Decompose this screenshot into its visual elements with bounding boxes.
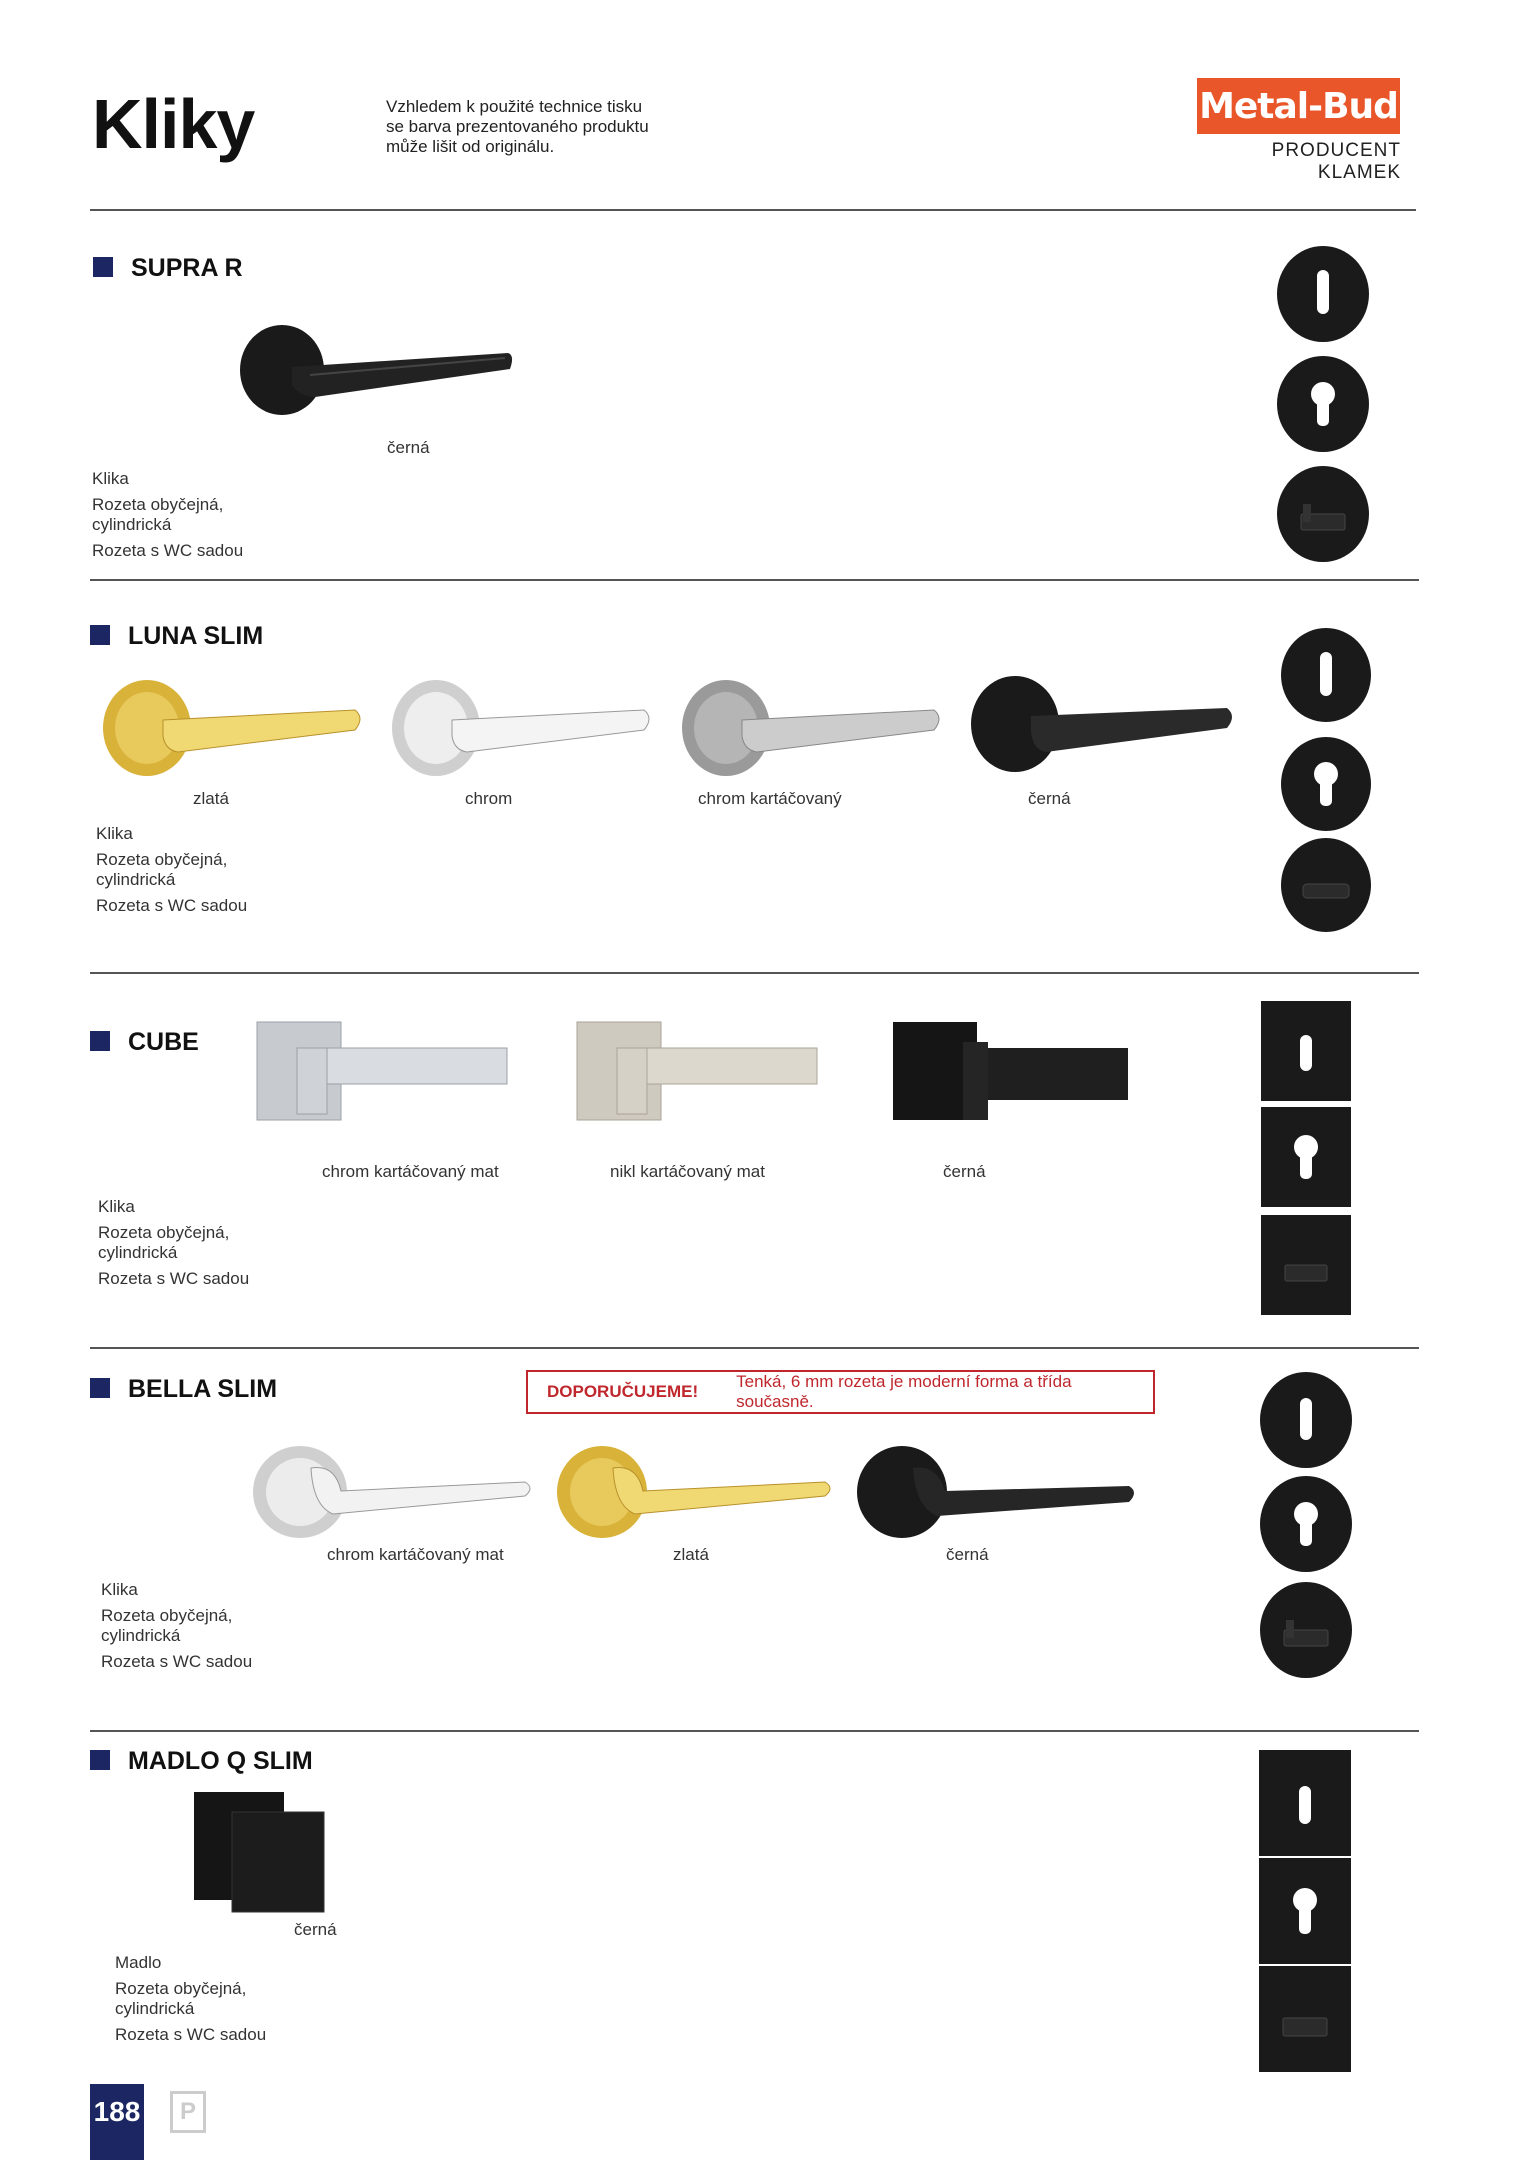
- handle-image-chrome: [253, 1446, 533, 1542]
- description-line: Klika: [101, 1580, 138, 1599]
- handle-image-black: [857, 1446, 1137, 1542]
- variant-label: chrom kartáčovaný: [698, 789, 842, 808]
- description-line: Rozeta obyčejná,: [115, 1979, 247, 1998]
- description-line: Madlo: [115, 1953, 162, 1972]
- description-line: Rozeta obyčejná,: [96, 850, 228, 869]
- section-title: CUBE: [128, 1028, 199, 1056]
- handle-image-black: [971, 676, 1236, 776]
- rosette-wc-icon: [1277, 466, 1369, 562]
- rosette-square-wc-icon: [1259, 1966, 1351, 2072]
- description-line: cylindrická: [98, 1243, 178, 1262]
- description-line: Rozeta obyčejná,: [92, 495, 224, 514]
- section-marker: [90, 1031, 110, 1051]
- section-title: BELLA SLIM: [128, 1375, 278, 1403]
- page-title: Kliky: [92, 85, 255, 163]
- description-line: Rozeta s WC sadou: [115, 2025, 267, 2044]
- variant-label: nikl kartáčovaný mat: [610, 1162, 765, 1181]
- description-line: Klika: [96, 824, 133, 843]
- variant-label: chrom kartáčovaný mat: [327, 1545, 504, 1564]
- variant-label: černá: [943, 1162, 986, 1181]
- product-description: [101, 1580, 252, 1672]
- divider: [90, 1730, 1419, 1732]
- note-line: Vzhledem k použité technice tisku: [386, 97, 643, 116]
- variant-label: zlatá: [193, 789, 229, 808]
- product-description: [115, 1953, 266, 2045]
- page-number: 188: [90, 2084, 144, 2160]
- section-marker: [93, 257, 113, 277]
- brand-logo: Metal-Bud: [1197, 78, 1400, 134]
- product-description: [92, 469, 243, 561]
- variant-label: černá: [294, 1920, 337, 1939]
- section-marker: [90, 1750, 110, 1770]
- note-line: se barva prezentovaného produktu: [386, 117, 649, 136]
- description-line: Rozeta s WC sadou: [96, 896, 248, 915]
- section-title: MADLO Q SLIM: [128, 1747, 313, 1775]
- rosette-cylinder-icon: [1260, 1476, 1352, 1572]
- product-description: [96, 824, 247, 916]
- handle-image-brushed-chrome: [257, 1022, 502, 1122]
- variant-label: chrom kartáčovaný mat: [322, 1162, 499, 1181]
- description-line: Rozeta obyčejná,: [101, 1606, 233, 1625]
- description-line: Klika: [98, 1197, 135, 1216]
- handle-image-gold: [557, 1446, 832, 1542]
- section-marker: [90, 1378, 110, 1398]
- variant-label: černá: [387, 438, 430, 457]
- handle-image-black-knob: [194, 1792, 329, 1920]
- rosette-wc-icon: [1260, 1582, 1352, 1678]
- description-line: cylindrická: [115, 1999, 195, 2018]
- rosette-cylinder-icon: [1277, 356, 1369, 452]
- divider: [90, 972, 1419, 974]
- description-line: cylindrická: [101, 1626, 181, 1645]
- rosette-square-wc-icon: [1261, 1215, 1351, 1315]
- handle-image-gold: [103, 680, 363, 780]
- section-title: SUPRA R: [131, 254, 243, 282]
- rosette-wc-icon: [1281, 838, 1371, 932]
- handle-image-brushed-chrome: [682, 680, 942, 780]
- note-line: může lišit od originálu.: [386, 137, 555, 156]
- rosette-plain-icon: [1281, 628, 1371, 722]
- handle-image-brushed-nickel: [577, 1022, 822, 1122]
- section-title: LUNA SLIM: [128, 622, 264, 650]
- description-line: Rozeta s WC sadou: [98, 1269, 250, 1288]
- rosette-square-plain-icon: [1259, 1750, 1351, 1856]
- product-description: [98, 1197, 249, 1289]
- divider: [90, 1347, 1419, 1349]
- recommendation-label: DOPORUČUJEME!: [547, 1382, 699, 1401]
- rosette-plain-icon: [1260, 1372, 1352, 1468]
- variant-label: zlatá: [673, 1545, 709, 1564]
- section-marker: [90, 625, 110, 645]
- variant-label: černá: [946, 1545, 989, 1564]
- rosette-square-cylinder-icon: [1261, 1107, 1351, 1207]
- handle-image-black: [240, 325, 515, 415]
- handle-image-chrome: [392, 680, 652, 780]
- variant-label: chrom: [465, 789, 513, 808]
- print-color-note: [386, 97, 686, 157]
- description-line: Klika: [92, 469, 129, 488]
- description-line: cylindrická: [92, 515, 172, 534]
- parking-p-icon: P: [170, 2091, 206, 2133]
- recommendation-text: Tenká, 6 mm rozeta je moderní forma a třída současně.: [736, 1372, 1072, 1411]
- divider: [90, 579, 1419, 581]
- divider: [90, 209, 1416, 211]
- description-line: cylindrická: [96, 870, 176, 889]
- rosette-square-plain-icon: [1261, 1001, 1351, 1101]
- recommendation-box: [526, 1370, 1155, 1414]
- description-line: Rozeta s WC sadou: [92, 541, 244, 560]
- description-line: Rozeta s WC sadou: [101, 1652, 253, 1671]
- rosette-plain-icon: [1277, 246, 1369, 342]
- description-line: Rozeta obyčejná,: [98, 1223, 230, 1242]
- brand-subtitle: PRODUCENT KLAMEK: [1271, 140, 1401, 183]
- variant-label: černá: [1028, 789, 1071, 808]
- rosette-square-cylinder-icon: [1259, 1858, 1351, 1964]
- handle-image-black: [893, 1022, 1138, 1122]
- rosette-cylinder-icon: [1281, 737, 1371, 831]
